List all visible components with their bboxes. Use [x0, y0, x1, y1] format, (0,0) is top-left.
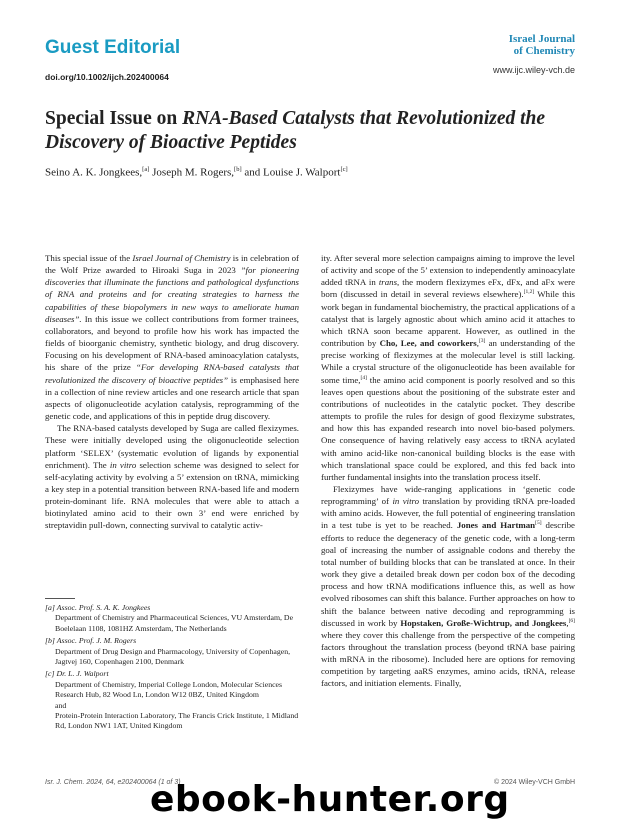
reference-link[interactable]: [4]: [360, 374, 367, 381]
text-run: describe efforts to reduce the degeneracy of the genetic code, with a long-term goal of increasing the number of assignable codons and thereby the total number of building blocks that can be translated at once. In their work they give a detailed break down per codon box of the decoding process and how tRNA modifications influence this, as well as how evolved ribosomes can shift this balance. Further approaches on how to shift the balance between native decoding and reprogramming is discussed in work by: [321, 520, 575, 628]
affiliation-head: [c] Dr. L. J. Walport: [45, 669, 109, 679]
author-rogers-affil[interactable]: [b]: [234, 166, 242, 173]
paragraph: [45, 422, 299, 531]
text-run: where they cover this challenge from the perspective of the competing factors throughout the translation process (beyond tRNA base pairing with mRNA in the ribosome). Included here are options for removing competition by targeting aaRS enzymes, amino acids, tRNA, release factors, and initiation elements. Finally,: [321, 629, 575, 689]
author-list: [45, 166, 585, 179]
author-jongkees: Seino A. K. Jongkees,: [45, 166, 143, 179]
text-run: , the modern flexizymes eFx, dFx, and aFx were born (discussed in detail in several reviews elsewhere).: [321, 277, 575, 300]
article-title-part1: Special Issue on: [45, 108, 183, 129]
affiliation-head: [a] Assoc. Prof. S. A. K. Jongkees: [45, 603, 151, 612]
citation-line: Isr. J. Chem. 2024, 64, e202400064 (1 of 3): [45, 779, 181, 786]
italic-term: in vitro: [109, 459, 137, 470]
author-walport-affil[interactable]: [c]: [340, 166, 348, 173]
section-label: Guest Editorial: [45, 37, 181, 58]
journal-logo-line2: of Chemistry: [513, 45, 575, 57]
italic-term: trans: [378, 277, 398, 288]
copyright-line: © 2024 Wiley-VCH GmbH: [493, 779, 575, 786]
reference-link[interactable]: [6]: [568, 617, 576, 624]
contributor-name: Hopstaken, Große-Wichtrup, and Jongkees: [400, 617, 567, 628]
text-run: In this issue we collect contributions from former trainees, collaborators, and beyond to profile how his work has impacted the fields of bioorganic chemistry, synthetic biology, and drug discovery. Focusing on his development of RNA-based aminoacylation catalysts, his share of the prize: [45, 313, 299, 373]
text-run: ity. After several more selection campaigns aiming to improve the level of activity and scope of the 5’ extension to independently aminoacylate added tRNA in: [321, 253, 575, 288]
prize-citation-quote: ”for pioneering discoveries that illuminate the functions and pathological dysfunctions of RNA and proteins and for creating strategies to harness the capabilities of these biopolymers in new ways to ameliorate human diseases”.: [45, 265, 299, 324]
affiliation-head: [b] Assoc. Prof. J. M. Rogers: [45, 636, 137, 646]
text-run: selection scheme was designed to select for self-acylating activity by evolving a 5’ extension on tRNA, mimicking a key step in a potential transition between RNA-based life and modern protein-dominant life. RNA molecules that were able to attach a biotinylated amino acid to their own 3’ end were enriched by streptavidin pull-down, connecting survival to catalytic activ-: [45, 459, 299, 531]
paragraph: [321, 483, 575, 690]
article-title-part2: RNA-Based Catalysts that Revolutionized the Discovery of Bioactive Peptides: [45, 108, 546, 153]
text-run: translation by providing tRNA pre-loaded with amino acids. However, the full potential of engineering translation in a test tube is yet to be reached.: [321, 496, 575, 531]
article-title: [45, 107, 585, 155]
text-run: ,: [476, 338, 479, 349]
body-column-right: [321, 252, 575, 690]
italic-term: in vitro: [392, 496, 420, 507]
author-rogers: Joseph M. Rogers,: [149, 166, 235, 179]
journal-name: Israel Journal of Chemistry: [132, 253, 231, 263]
journal-logo: [509, 33, 575, 57]
journal-url-link[interactable]: www.ijc.wiley-vch.de: [492, 65, 575, 75]
affiliation-line: Department of Drug Design and Pharmacology, University of Copenhagen, Jagtvej 160, Copenhagen 2100, Denmark: [55, 646, 291, 667]
paragraph: [45, 252, 299, 422]
author-walport: and Louise J. Walport: [241, 166, 341, 179]
reference-link[interactable]: [1,2]: [523, 289, 535, 296]
text-run: is in celebration of the Wolf Prize awarded to Hiroaki Suga in 2023: [45, 253, 299, 276]
text-run: While this work began in fundamental biochemistry, the practical applications of a catalyst that is largely agnostic about which amino acid it attaches to which tRNA soon became apparent. However, as outlined in the contribution by: [321, 289, 575, 349]
text-run: an understanding of the precise working of flexizymes at the molecular level is still lacking. While a crystal structure of the oligonucleotide has been available for some time,: [321, 338, 575, 385]
affiliation-a: [45, 603, 299, 634]
affiliations: [45, 603, 299, 734]
journal-logo-line1: Israel Journal: [508, 33, 575, 45]
text-run: is emphasised here in a collection of nine review articles and one research article that span aspects of oligonucleotide acylation catalysis, reprogramming of the genetic code, and applications of this in peptide drug discovery.: [45, 374, 299, 422]
text-run: ,: [566, 617, 569, 628]
reference-link[interactable]: [3]: [478, 338, 486, 345]
affiliation-line: Department of Chemistry, Imperial College London, Molecular Sciences Research Hub, 82 Wood Ln, London W12 0BZ, United Kingdom: [55, 679, 283, 700]
affiliation-line: and: [55, 700, 67, 710]
affiliation-c: [45, 669, 299, 731]
reference-link[interactable]: [5]: [535, 520, 542, 527]
author-jongkees-affil[interactable]: [a]: [142, 166, 150, 173]
text-run: Flexizymes have wide-ranging applications in ‘genetic code reprogramming’ of: [321, 483, 575, 507]
text-run: the amino acid component is poorly resolved and so this leaves open questions about the positioning of the substrate ester and contributions of nucleotides in the catalytic pocket. They describe attempts to profile the rules for design of good flexizyme substrates, and how this has expanded research into novel bio-based polymers. One consequence of having relatively easy access to tRNA acylated with amino acid-like non-canonical building blocks is the ease with which translational space could be explored, and this fed back into further fundamental insights into the translation process itself.: [321, 374, 575, 482]
contributor-name: Cho, Lee, and coworkers: [379, 338, 477, 349]
footnote-divider: [45, 598, 75, 599]
paragraph: [321, 252, 575, 483]
doi-link[interactable]: doi.org/10.1002/ijch.202400064: [45, 72, 169, 82]
affiliation-line: Protein-Protein Interaction Laboratory, The Francis Crick Institute, 1 Midland Rd, London NW1 1AT, United Kingdom: [55, 711, 299, 731]
prize-share-quote: “For developing RNA-based catalysts that revolutionized the discovery of bioactive peptides”: [45, 362, 299, 385]
text-run: The RNA-based catalysts developed by Suga are called flexizymes. These were initially developed using the oligonucleotide selection platform ‘SELEX’ (systematic evolution of ligands by exponential enrichment). The: [45, 423, 299, 470]
watermark-text: ebook-hunter.org: [150, 779, 510, 820]
contributor-name: Jones and Hartman: [456, 520, 536, 531]
affiliation-b: [45, 636, 299, 667]
body-column-left: [45, 252, 299, 532]
text-run: This special issue of the: [45, 253, 133, 263]
affiliation-line: Department of Chemistry and Pharmaceutical Sciences, VU Amsterdam, De Boelelaan 1108, 1081HZ Amsterdam, The Netherlands: [55, 613, 294, 633]
